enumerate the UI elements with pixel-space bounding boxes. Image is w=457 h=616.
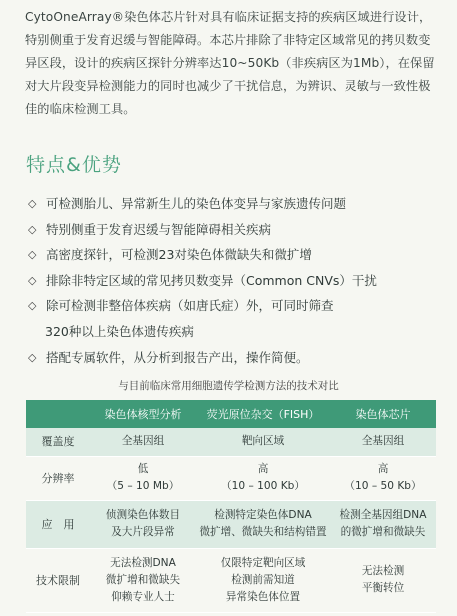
- table-cell: 无法检测 平衡转位: [330, 548, 436, 612]
- table-cell: 全基因组: [90, 428, 196, 456]
- section-title: 特点&优势: [26, 154, 122, 176]
- table-cell: 高 （10 – 100 Kb）: [196, 456, 330, 500]
- intro-text: CytoOneArray®染色体芯片针对具有临床证据支持的疾病区域进行设计，特别侧重于发育迟缓与智能障碍。本芯片排除了非特定区域常见的拷贝数变异区段，设计的疾病区探针分辨率达10~50Kb（非疾病区为1Mb），在保留对大片段变异检测能力的同时也减少了干扰信息，为辨识、灵敏与一致性极佳的临床检测工具。: [25, 10, 435, 116]
- header-cell: 荧光原位杂交（FISH）: [196, 400, 330, 428]
- feature-text: 搭配专属软件，从分析到报告产出，操作简便。: [46, 349, 309, 365]
- feature-text: 除可检测非整倍体疾病（如唐氏症）外，可同时筛查: [46, 298, 334, 314]
- feature-text: 排除非特定区域的常见拷贝数变异（Common CNVs）干扰: [46, 272, 377, 288]
- table-caption: 与目前临床常用细胞遗传学检测方法的技术对比: [118, 380, 339, 392]
- diamond-bullet-icon: ◇: [28, 299, 37, 313]
- feature-item: [28, 242, 438, 268]
- table-header-row: [26, 400, 436, 428]
- diamond-bullet-icon: ◇: [28, 197, 37, 210]
- diamond-bullet-icon: ◇: [28, 248, 37, 262]
- table-row: [26, 548, 436, 612]
- table-cell: 低 （5 – 10 Mb）: [90, 456, 196, 500]
- intro-paragraph: [25, 6, 437, 121]
- diamond-bullet-icon: ◇: [28, 273, 37, 287]
- feature-item: [28, 191, 438, 217]
- feature-text: 可检测胎儿、异常新生儿的染色体变异与家族遗传问题: [46, 196, 347, 211]
- header-cell: 染色体核型分析: [90, 400, 196, 428]
- row-label: 应 用: [26, 500, 90, 548]
- table-cell: 侦测染色体数目 及大片段异常: [90, 500, 196, 548]
- table-cell: 无法检测DNA 微扩增和微缺失 仰赖专业人士: [90, 548, 196, 612]
- table-cell: 全基因组: [330, 428, 436, 456]
- header-cell: [26, 400, 90, 428]
- table-cell: 检测特定染色体DNA 微扩增、微缺失和结构错置: [196, 500, 330, 548]
- feature-text: 特别侧重于发育迟缓与智能障碍相关疾病: [46, 221, 272, 237]
- feature-text-continued: 320种以上染色体遗传疾病: [45, 323, 194, 339]
- feature-item: [28, 217, 438, 243]
- table-row: [26, 428, 436, 456]
- feature-item: [28, 293, 438, 344]
- diamond-bullet-icon: ◇: [28, 350, 37, 364]
- table-row: [26, 456, 436, 500]
- row-label: 分辨率: [26, 456, 90, 500]
- table-row: [26, 500, 436, 548]
- comparison-table: [26, 400, 436, 613]
- header-cell: 染色体芯片: [330, 400, 436, 428]
- feature-item: [28, 345, 438, 371]
- diamond-bullet-icon: ◇: [28, 222, 37, 236]
- table-cell: 检测全基因组DNA 的微扩增和微缺失: [330, 500, 436, 548]
- feature-item: [28, 268, 438, 294]
- table-cell: 高 （10 – 50 Kb）: [330, 456, 436, 500]
- row-label: 技术限制: [26, 548, 90, 612]
- table-cell: 靶向区域: [196, 428, 330, 456]
- feature-text: 高密度探针，可检测23对染色体微缺失和微扩增: [46, 247, 312, 263]
- feature-list: [28, 191, 438, 370]
- row-label: 覆盖度: [26, 428, 90, 456]
- table-cell: 仅限特定靶向区域 检测前需知道 异常染色体位置: [196, 548, 330, 612]
